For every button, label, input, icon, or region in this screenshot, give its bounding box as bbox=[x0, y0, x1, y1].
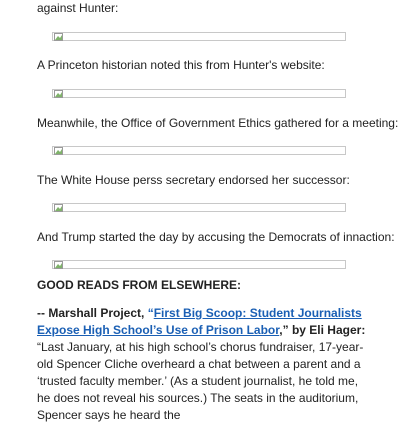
embedded-image bbox=[52, 203, 346, 212]
section-heading: GOOD READS FROM ELSEWHERE: bbox=[37, 278, 242, 292]
broken-image-icon bbox=[54, 261, 63, 269]
quote-open: “ bbox=[147, 306, 154, 320]
text-line: And Trump started the day by accusing the Democrats of innaction: bbox=[37, 230, 395, 244]
embedded-image bbox=[52, 146, 346, 155]
text-line: The White House perss secretary endorsed her successor: bbox=[37, 173, 350, 187]
read-byline: by Eli Hager: bbox=[288, 323, 366, 337]
broken-image-icon bbox=[54, 147, 63, 155]
text-line: Meanwhile, the Office of Government Ethics gathered for a meeting: bbox=[37, 116, 399, 130]
read-excerpt: “Last January, at his high school’s chorus fundraiser, 17-year-old Spencer Cliche overheard a chat between a parent and a ‘trusted faculty member.’ (As a student journalist, he told me, he does not reveal his sources.) The seats in the auditorium, Spencer says he heard the bbox=[37, 340, 364, 422]
read-source: -- Marshall Project, bbox=[37, 306, 148, 320]
broken-image-icon bbox=[54, 204, 63, 212]
broken-image-icon bbox=[54, 33, 63, 41]
good-read-item bbox=[37, 305, 367, 424]
embedded-image bbox=[52, 89, 346, 98]
broken-image-icon bbox=[54, 90, 63, 98]
text-line: A Princeton historian noted this from Hunter's website: bbox=[37, 58, 325, 72]
embedded-image bbox=[52, 260, 346, 269]
embedded-image bbox=[52, 32, 346, 41]
read-link[interactable]: First Big Scoop: Student Journalists Expose High School’s Use of Prison Labor bbox=[37, 306, 362, 337]
text-line: against Hunter: bbox=[37, 1, 119, 15]
quote-close: ,” bbox=[279, 323, 289, 337]
